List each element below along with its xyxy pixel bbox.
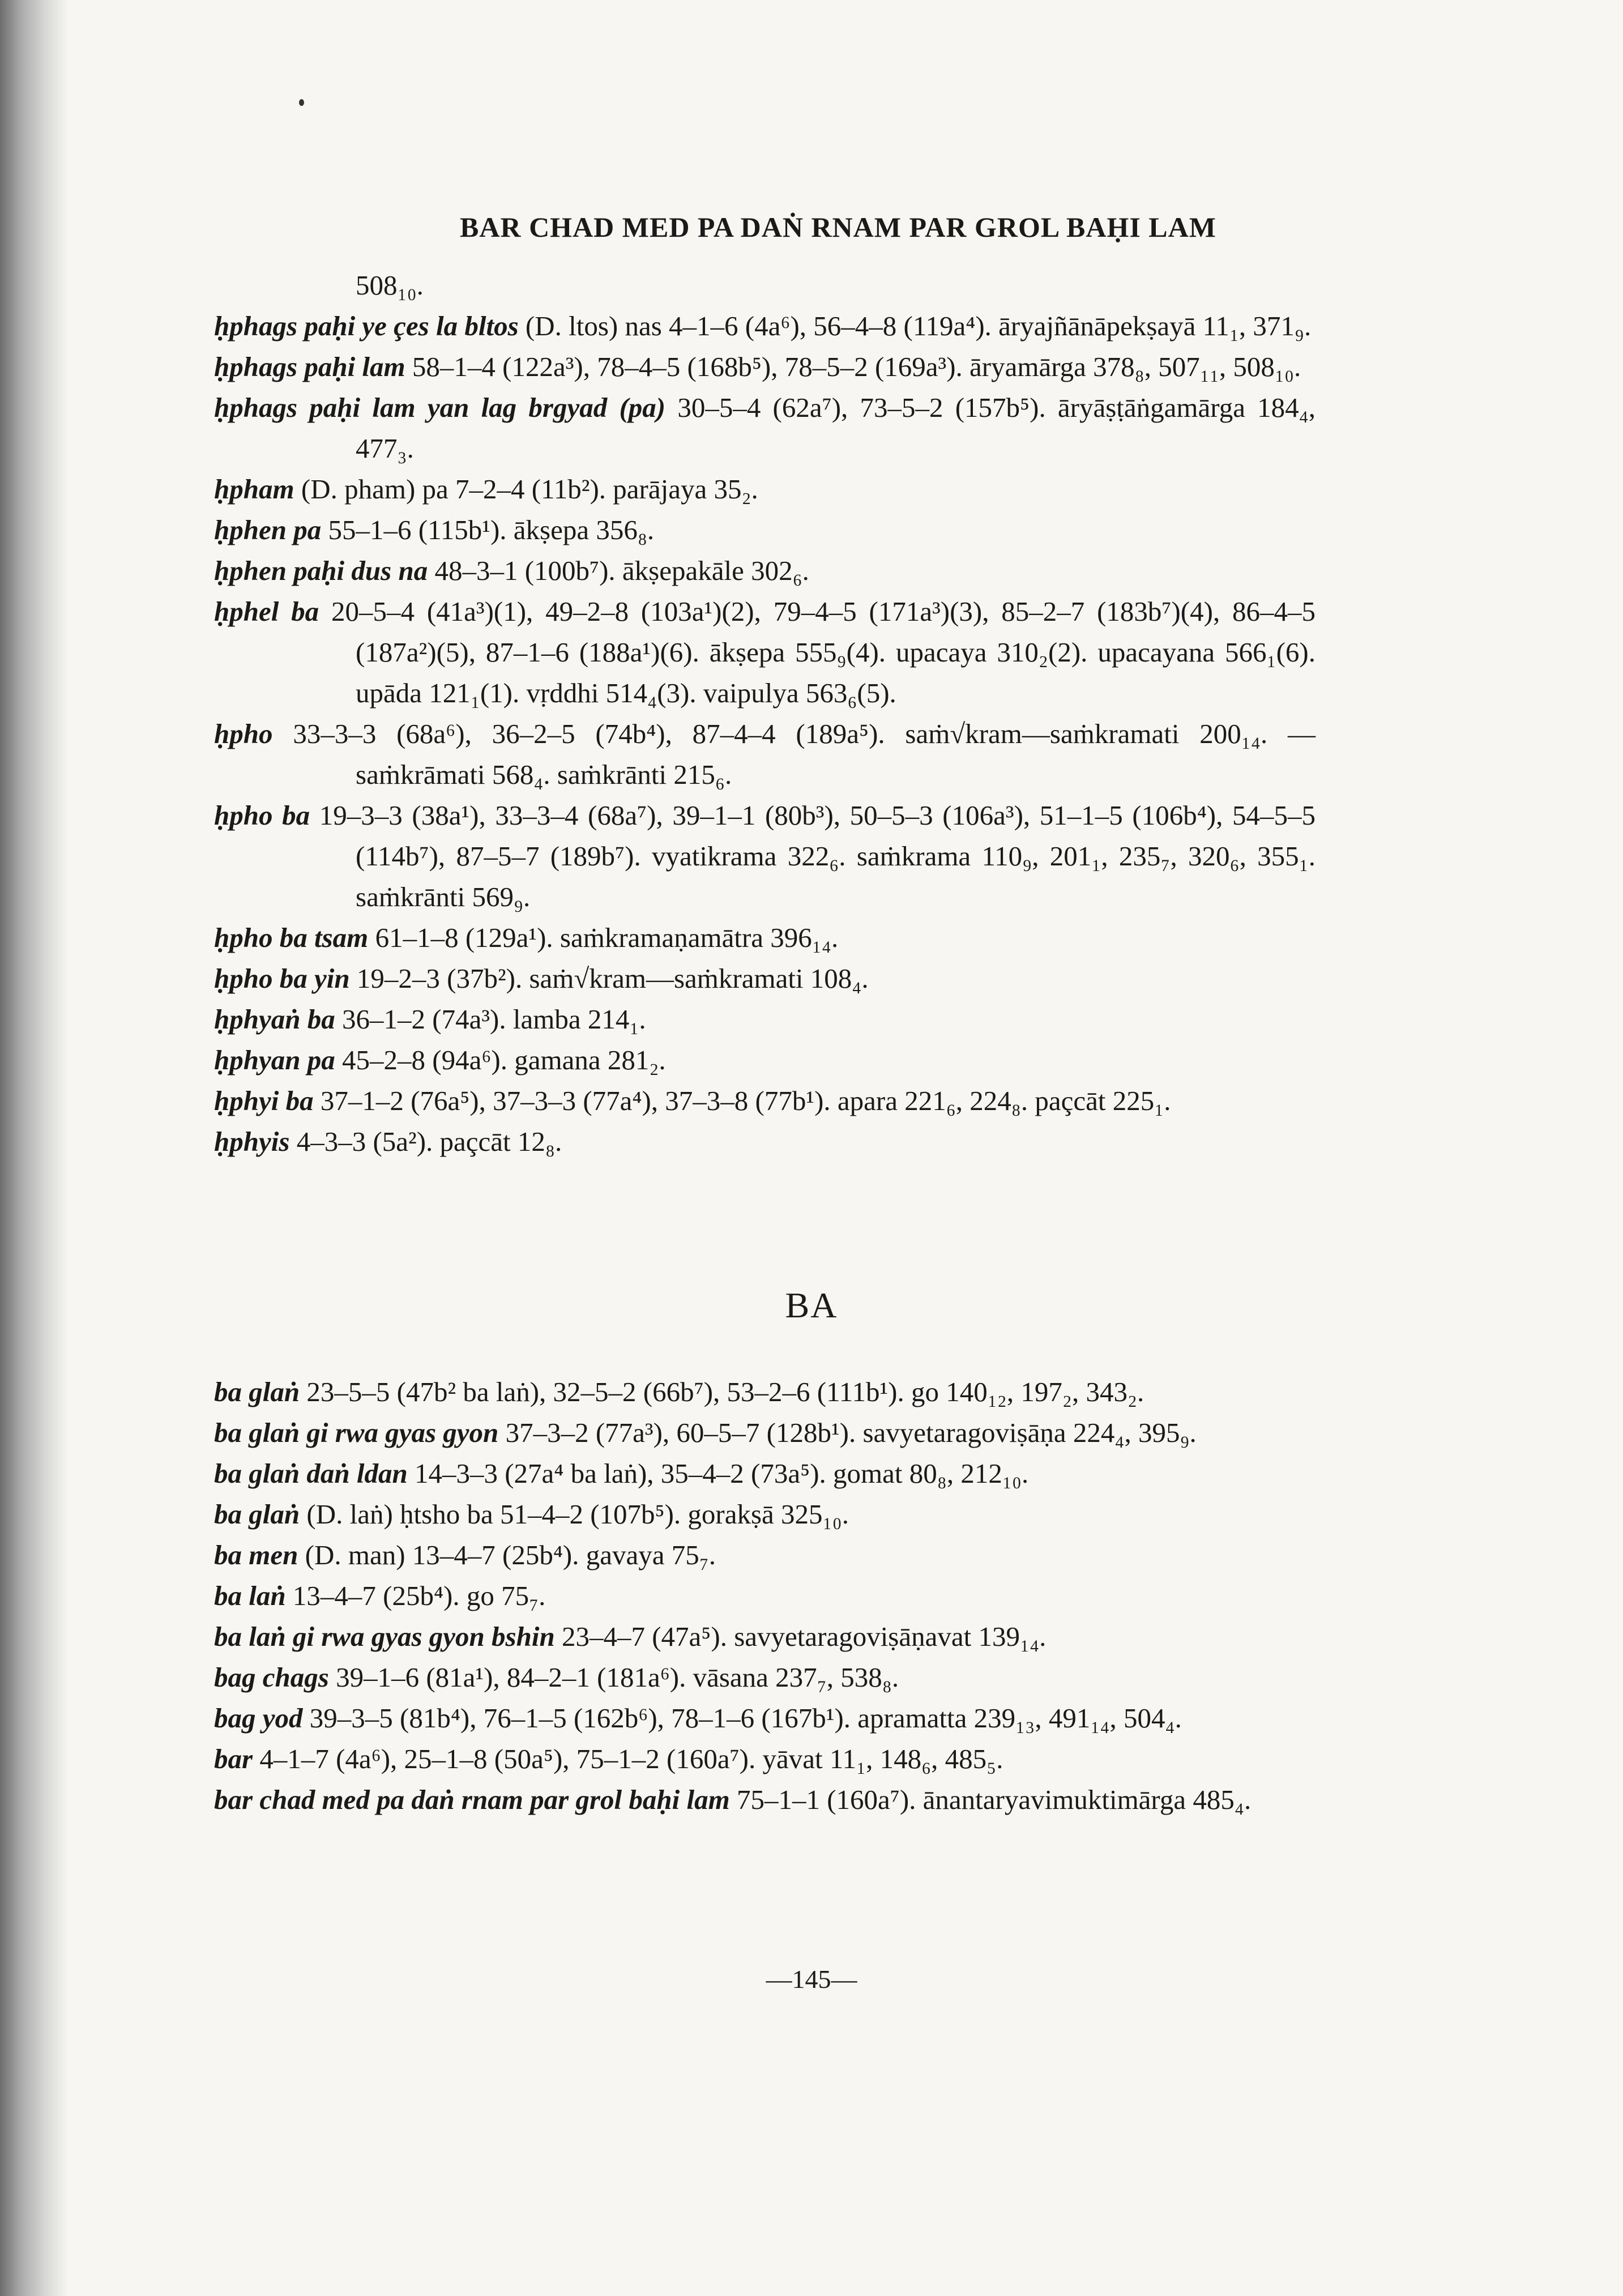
entry-references: (D. ltos) nas 4–1–6 (4a⁶), 56–4–8 (119a⁴). āryajñānāpekṣayā 11₁, 371₉. — [525, 310, 1312, 342]
running-head: BAR CHAD MED PA DAṄ RNAM PAR GROL BAḤI LAM — [460, 211, 1216, 243]
entry-references: 33–3–3 (68a⁶), 36–2–5 (74b⁴), 87–4–4 (189a⁵). saṁ√kram—saṁkramati 200₁₄. —saṁkrāmati 568₄. saṁkrānti 215₆. — [293, 718, 1316, 790]
entry-references: 13–4–7 (25b⁴). go 75₇. — [292, 1580, 546, 1611]
entry-headword: ḥphen paḥi dus na — [214, 555, 428, 586]
index-entry — [214, 1657, 1316, 1698]
entry-headword: bar — [214, 1743, 253, 1774]
entry-headword: ḥpho ba — [214, 800, 310, 831]
entry-references: 4–1–7 (4a⁶), 25–1–8 (50a⁵), 75–1–2 (160a⁷). yāvat 11₁, 148₆, 485₅. — [259, 1743, 1003, 1774]
entry-headword: ḥphen pa — [214, 514, 322, 545]
entry-references: 55–1–6 (115b¹). ākṣepa 356₈. — [328, 514, 655, 545]
index-entry — [214, 795, 1316, 917]
entry-references: 23–5–5 (47b² ba laṅ), 32–5–2 (66b⁷), 53–2–6 (111b¹). go 140₁₂, 197₂, 343₂. — [306, 1376, 1144, 1407]
entry-references: 37–1–2 (76a⁵), 37–3–3 (77a⁴), 37–3–8 (77b¹). apara 221₆, 224₈. paçcāt 225₁. — [320, 1085, 1171, 1116]
entry-headword: ba men — [214, 1539, 298, 1571]
index-entry — [214, 1121, 1316, 1162]
entry-headword: ḥphags paḥi lam — [214, 351, 405, 382]
index-entry — [214, 1616, 1316, 1657]
entry-references: 58–1–4 (122a³), 78–4–5 (168b⁵), 78–5–2 (169a³). āryamārga 378₈, 507₁₁, 508₁₀. — [412, 351, 1301, 382]
entry-headword: ba glaṅ — [214, 1376, 300, 1407]
index-entry — [214, 1494, 1316, 1535]
index-entry — [214, 1779, 1316, 1820]
entry-headword: ḥphyan pa — [214, 1044, 335, 1076]
index-entry — [214, 550, 1316, 591]
entry-references: 30–5–4 (62a⁷), 73–5–2 (157b⁵). āryāṣṭāṅgamārga 184₄, 477₃. — [356, 392, 1316, 464]
entry-headword: ḥphyis — [214, 1126, 290, 1157]
index-entry — [214, 1576, 1316, 1616]
entry-references: 4–3–3 (5a²). paçcāt 12₈. — [296, 1126, 562, 1157]
entry-headword: ḥphel ba — [214, 596, 319, 627]
entry-headword: ḥphyaṅ ba — [214, 1004, 335, 1035]
entry-references: 37–3–2 (77a³), 60–5–7 (128b¹). savyetaragoviṣāṇa 224₄, 395₉. — [505, 1417, 1197, 1448]
entry-headword: ba glaṅ gi rwa gyas gyon — [214, 1417, 499, 1448]
book-spine-shadow — [0, 0, 68, 2296]
entry-headword: ḥpho ba tsam — [214, 922, 369, 953]
index-entry — [214, 387, 1316, 469]
entry-headword: ḥphyi ba — [214, 1085, 314, 1116]
index-entries-top — [214, 265, 1316, 1162]
index-entry — [214, 1372, 1316, 1412]
entry-references: (D. laṅ) ḥtsho ba 51–4–2 (107b⁵). gorakṣā 325₁₀. — [306, 1499, 849, 1530]
index-entry — [214, 1412, 1316, 1453]
entry-references: 14–3–3 (27a⁴ ba laṅ), 35–4–2 (73a⁵). gomat 80₈, 212₁₀. — [414, 1458, 1029, 1489]
index-entry — [214, 1453, 1316, 1494]
entry-references: 45–2–8 (94a⁶). gamana 281₂. — [342, 1044, 666, 1076]
index-entry — [214, 510, 1316, 550]
index-entries-ba — [214, 1372, 1316, 1820]
entry-list — [214, 306, 1316, 1162]
index-entry — [214, 714, 1316, 795]
entry-headword: ḥphags paḥi lam yan lag brgyad (pa) — [214, 392, 666, 423]
index-entry — [214, 1739, 1316, 1779]
index-entry — [214, 1535, 1316, 1576]
entry-headword: ḥpho — [214, 718, 273, 749]
index-entry — [214, 347, 1316, 387]
entry-headword: ba glaṅ — [214, 1499, 300, 1530]
entry-headword: bag yod — [214, 1702, 303, 1734]
index-entry — [214, 1081, 1316, 1121]
index-entry — [214, 591, 1316, 714]
index-entry — [214, 999, 1316, 1040]
entry-references: 19–2–3 (37b²). saṁ√kram—saṁkramati 108₄. — [356, 963, 869, 994]
entry-references: 48–3–1 (100b⁷). ākṣepakāle 302₆. — [434, 555, 809, 586]
entry-headword: ḥpham — [214, 473, 294, 505]
entry-references: 23–4–7 (47a⁵). savyetaragoviṣāṇavat 139₁₄. — [561, 1621, 1047, 1652]
entry-headword: ba glaṅ daṅ ldan — [214, 1458, 408, 1489]
index-entry — [214, 469, 1316, 510]
entry-references: 39–3–5 (81b⁴), 76–1–5 (162b⁶), 78–1–6 (167b¹). apramatta 239₁₃, 491₁₄, 504₄. — [309, 1702, 1182, 1734]
page-number: —145— — [766, 1965, 857, 1994]
continuation-line: 508₁₀. — [356, 270, 424, 301]
entry-list — [214, 1372, 1316, 1820]
index-entry — [214, 306, 1316, 347]
entry-references: 39–1–6 (81a¹), 84–2–1 (181a⁶). vāsana 237₇, 538₈. — [336, 1662, 899, 1693]
entry-headword: bar chad med pa daṅ rnam par grol baḥi lam — [214, 1784, 730, 1815]
entry-headword: ḥphags paḥi ye çes la bltos — [214, 310, 519, 342]
entry-references: 75–1–1 (160a⁷). ānantaryavimuktimārga 485₄. — [736, 1784, 1252, 1815]
entry-references: 36–1–2 (74a³). lamba 214₁. — [342, 1004, 646, 1035]
entry-references: 19–3–3 (38a¹), 33–3–4 (68a⁷), 39–1–1 (80b³), 50–5–3 (106a³), 51–1–5 (106b⁴), 54–5–5 (114b⁷), 87–5–7 (189b⁷). vyatikrama 322₆. saṁkrama 110₉, 201₁, 235₇, 320₆, 355₁. saṁkrānti 569₉. — [319, 800, 1316, 912]
section-heading: BA — [785, 1285, 838, 1325]
entry-references: 20–5–4 (41a³)(1), 49–2–8 (103a¹)(2), 79–4–5 (171a³)(3), 85–2–7 (183b⁷)(4), 86–4–5 (187a²)(5), 87–1–6 (188a¹)(6). ākṣepa 555₉(4). upacaya 310₂(2). upacayana 566₁(6). upāda 121₁(1). vṛddhi 514₄(3). vaipulya 563₆(5). — [331, 596, 1316, 709]
entry-references: (D. pham) pa 7–2–4 (11b²). parājaya 35₂. — [301, 473, 758, 505]
entry-headword: bag chags — [214, 1662, 329, 1693]
ink-speck — [299, 99, 304, 106]
entry-headword: ba laṅ gi rwa gyas gyon bshin — [214, 1621, 555, 1652]
index-entry — [214, 917, 1316, 958]
entry-references: (D. man) 13–4–7 (25b⁴). gavaya 75₇. — [305, 1539, 716, 1571]
entry-headword: ba laṅ — [214, 1580, 286, 1611]
entry-references: 61–1–8 (129a¹). saṁkramaṇamātra 396₁₄. — [375, 922, 839, 953]
index-entry — [214, 1698, 1316, 1739]
index-entry — [214, 958, 1316, 999]
index-entry — [214, 1040, 1316, 1081]
entry-headword: ḥpho ba yin — [214, 963, 350, 994]
